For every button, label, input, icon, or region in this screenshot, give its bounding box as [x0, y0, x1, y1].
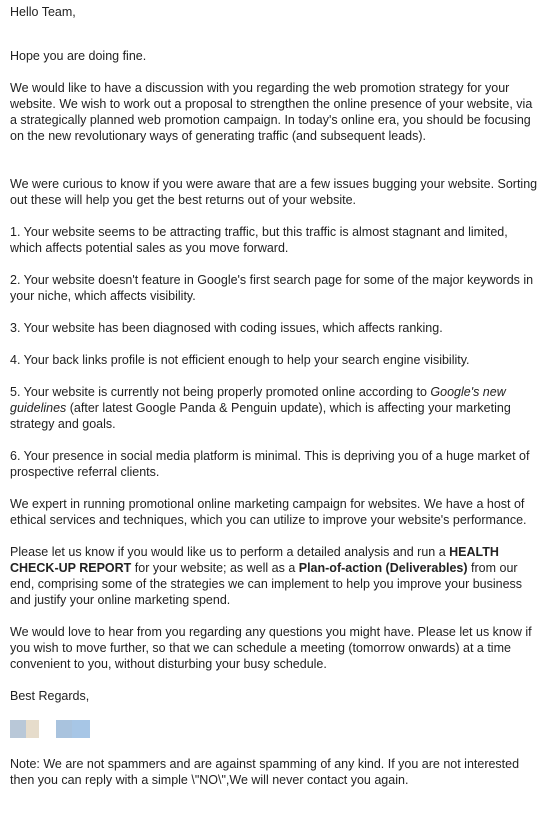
blurred-name-block	[56, 720, 72, 738]
spam-note: Note: We are not spammers and are against spamming of any kind. If you are not interested then you can reply with a simple \"NO\",We will never contact you again.	[10, 757, 520, 787]
issue-5	[10, 384, 540, 432]
issue-2: 2. Your website doesn't feature in Google's first search page for some of the major keywords in your niche, which affects visibility.	[10, 273, 534, 303]
health-checkup-report: HEALTH CHECK-UP REPORT	[10, 545, 499, 575]
offer-text-end: from our end, comprising some of the strategies we can implement to help you improve your business and justify your online marketing spend.	[10, 561, 523, 607]
issue-6: 6. Your presence in social media platform is minimal. This is depriving you of a huge market of prospective referral clients.	[10, 449, 530, 479]
curious-paragraph: We were curious to know if you were aware that are a few issues bugging your website. Sorting out these will help you get the best returns out of your website.	[10, 177, 538, 207]
hope-line: Hope you are doing fine.	[10, 49, 147, 63]
issue-5-text-end: (after latest Google Panda & Penguin update), which is affecting your marketing strategy and goals.	[10, 401, 511, 431]
blurred-name-block	[10, 720, 26, 738]
plan-of-action: Plan-of-action (Deliverables)	[298, 561, 468, 575]
offer-text-middle: for your website; as well as a	[131, 561, 299, 575]
offer-text-start: Please let us know if you would like us to perform a detailed analysis and run a	[10, 545, 450, 559]
blurred-name-block	[26, 720, 39, 738]
love-paragraph: We would love to hear from you regarding any questions you might have. Please let us know if you wish to move further, so that we can schedule a meeting (tomorrow onwards) at a time convenient to you, without disturbing your busy schedule.	[10, 625, 532, 671]
issue-3: 3. Your website has been diagnosed with coding issues, which affects ranking.	[10, 321, 443, 335]
expert-paragraph: We expert in running promotional online marketing campaign for websites. We have a host of ethical services and techniques, which you can utilize to improve your website's performance.	[10, 497, 527, 527]
issue-1: 1. Your website seems to be attracting traffic, but this traffic is almost stagnant and limited, which affects potential sales as you move forward.	[10, 225, 508, 255]
blurred-signature	[10, 720, 540, 738]
greeting: Hello Team,	[10, 5, 76, 19]
issue-5-emphasis: Google's new guidelines	[10, 385, 506, 415]
discussion-paragraph: We would like to have a discussion with you regarding the web promotion strategy for your website. We wish to work out a proposal to strengthen the online presence of your website, via a strategically planned web promotion campaign. In today's online era, you should be focusing on the new revolutionary ways of generating traffic (and subsequent leads).	[10, 81, 533, 143]
blurred-name-block	[72, 720, 90, 738]
issue-4: 4. Your back links profile is not efficient enough to help your search engine visibility.	[10, 353, 470, 367]
issue-5-text-start: 5. Your website is currently not being properly promoted online according to	[10, 385, 431, 399]
offer-paragraph	[10, 544, 540, 608]
best-regards: Best Regards,	[10, 689, 90, 703]
